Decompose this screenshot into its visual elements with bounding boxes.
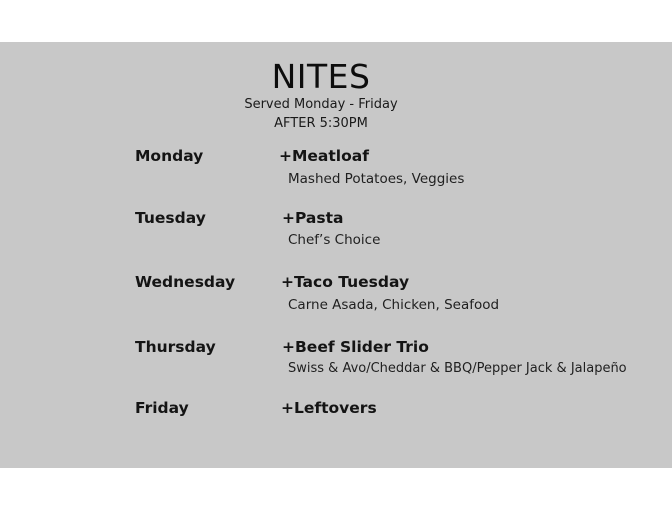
page-title: NITES xyxy=(271,57,371,96)
desc-thursday: Swiss & Avo/Cheddar & BBQ/Pepper Jack & Jalapeño xyxy=(288,361,627,376)
dish-wednesday: +Taco Tuesday xyxy=(281,273,410,291)
desc-monday: Mashed Potatoes, Veggies xyxy=(288,171,465,187)
desc-wednesday: Carne Asada, Chicken, Seafood xyxy=(288,297,500,313)
dish-thursday: +Beef Slider Trio xyxy=(282,338,429,356)
dish-friday: +Leftovers xyxy=(281,399,377,417)
day-thursday: Thursday xyxy=(135,338,216,356)
served-days: Served Monday - Friday xyxy=(244,97,398,112)
day-friday: Friday xyxy=(135,399,189,417)
day-monday: Monday xyxy=(135,147,204,165)
day-tuesday: Tuesday xyxy=(135,209,206,227)
dish-monday: +Meatloaf xyxy=(279,147,369,165)
served-time: AFTER 5:30PM xyxy=(274,116,368,131)
desc-tuesday: Chef’s Choice xyxy=(288,232,381,248)
dish-tuesday: +Pasta xyxy=(282,209,344,227)
day-wednesday: Wednesday xyxy=(135,273,236,291)
